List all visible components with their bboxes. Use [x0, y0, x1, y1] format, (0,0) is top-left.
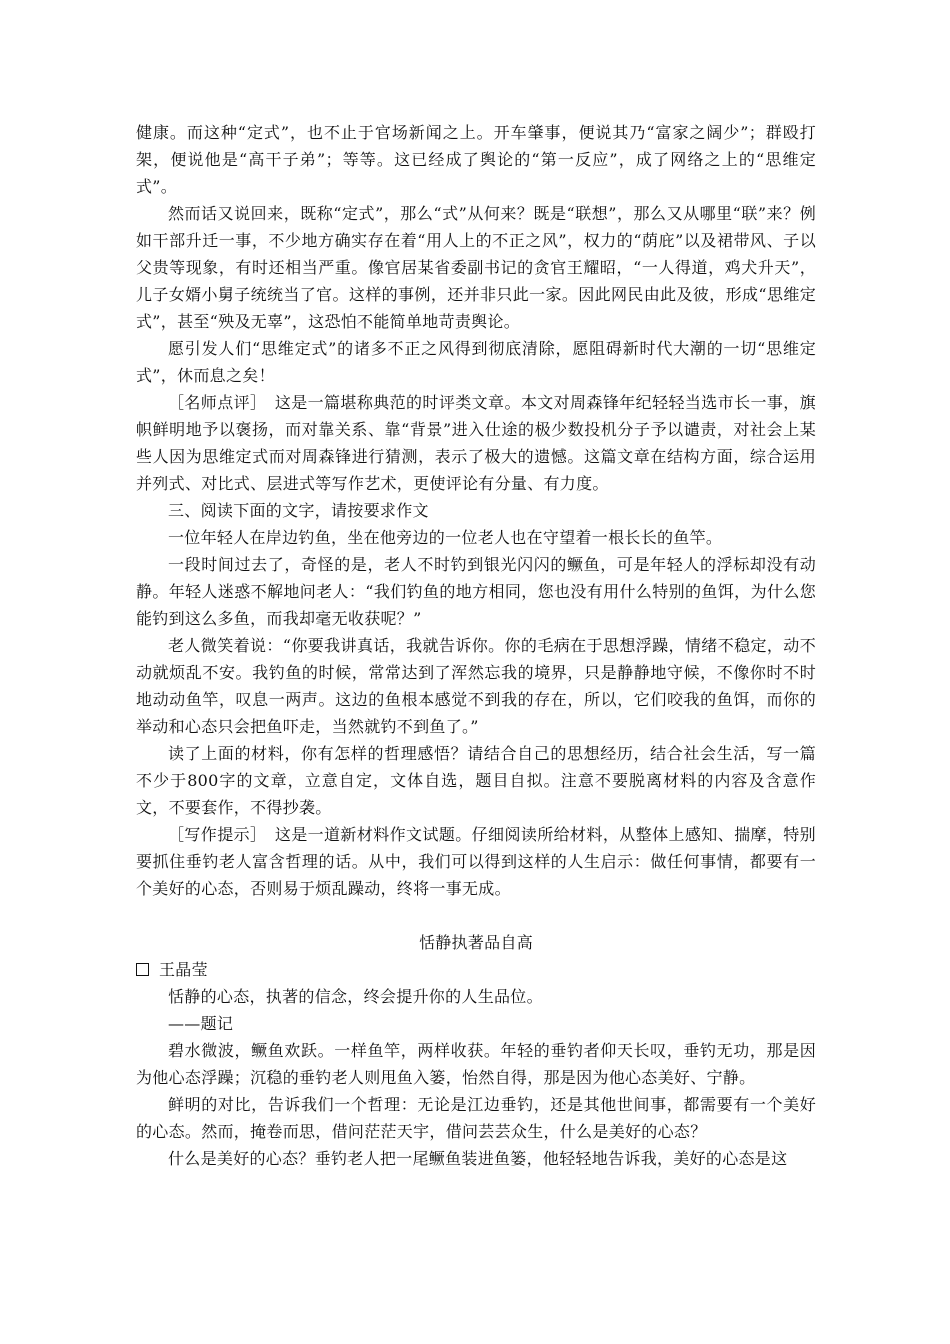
essay-paragraph: 什么是美好的心态？垂钓老人把一尾鳜鱼装进鱼篓，他轻轻地告诉我，美好的心态是这: [168, 1149, 788, 1168]
teacher-comment: ［名师点评］ 这是一篇堪称典范的时评类文章。本文对周森锋年纪轻轻当选市长一事，旗帜鲜明地予以褒扬，而对靠关系、靠“背景”进入仕途的极少数投机分子予以谴责，对社会上某些人因为思维定式而对周森锋进行猜测，表示了极大的遗憾。这篇文章在结构方面，综合运用并列式、对比式、层进式等写作艺术，更使评论有分量、有力度。: [136, 393, 816, 493]
essay-author-line: [136, 956, 816, 983]
checkbox-square-icon: [136, 963, 149, 976]
writing-prompt: 读了上面的材料，你有怎样的哲理感悟？请结合自己的思想经历，结合社会生活，写一篇不少于800字的文章，立意自定，文体自选，题目自拟。注意不要脱离材料的内容及含意作文，不要套作，不得抄袭。: [136, 744, 816, 817]
paragraph: 健康。而这种“定式”，也不止于官场新闻之上。开车肇事，便说其乃“富家之阔少”；群殴打架，便说他是“高干子弟”；等等。这已经成了舆论的“第一反应”，成了网络之上的“思维定式”。: [136, 123, 816, 196]
essay-title: 恬静执著品自高: [418, 933, 534, 952]
section-heading: 三、阅读下面的文字，请按要求作文: [168, 501, 429, 520]
essay-epigraph-source: ——题记: [168, 1014, 234, 1033]
paragraph: 一位年轻人在岸边钓鱼，坐在他旁边的一位老人也在守望着一根长长的鱼竿。: [168, 528, 723, 547]
essay-paragraph: 鲜明的对比，告诉我们一个哲理：无论是江边垂钓，还是其他世间事，都需要有一个美好的心态。然而，掩卷而思，借问茫茫天宇，借问芸芸众生，什么是美好的心态？: [136, 1095, 816, 1141]
paragraph: 然而话又说回来，既称“定式”，那么“式”从何来？既是“联想”，那么又从哪里“联”来？例如干部升迁一事，不少地方确实存在着“用人上的不正之风”，权力的“荫庇”以及裙带风、子以父贵等现象，有时还相当严重。像官居某省委副书记的贪官王耀昭，“一人得道，鸡犬升天”，儿子女婿小舅子统统当了官。这样的事例，还并非只此一家。因此网民由此及彼，形成“思维定式”，甚至“殃及无辜”，这恐怕不能简单地苛责舆论。: [136, 204, 816, 331]
essay-epigraph: 恬静的心态，执著的信念，终会提升你的人生品位。: [168, 987, 543, 1006]
paragraph: 愿引发人们“思维定式”的诸多不正之风得到彻底清除，愿阻碍新时代大潮的一切“思维定式”，休而息之矣！: [136, 339, 816, 385]
spacer: [136, 902, 816, 929]
writing-tip: ［写作提示］ 这是一道新材料作文试题。仔细阅读所给材料，从整体上感知、揣摩，特别要抓住垂钓老人富含哲理的话。从中，我们可以得到这样的人生启示：做任何事情，都要有一个美好的心态，否则易于烦乱躁动，终将一事无成。: [136, 825, 816, 898]
document-body: [136, 119, 816, 1172]
essay-paragraph: 碧水微波，鳜鱼欢跃。一样鱼竿，两样收获。年轻的垂钓者仰天长叹，垂钓无功，那是因为他心态浮躁；沉稳的垂钓老人则甩鱼入篓，怡然自得，那是因为他心态美好、宁静。: [136, 1041, 816, 1087]
paragraph: 老人微笑着说：“你要我讲真话，我就告诉你。你的毛病在于思想浮躁，情绪不稳定，动不动就烦乱不安。我钓鱼的时候，常常达到了浑然忘我的境界，只是静静地守候，不像你时不时地动动鱼竿，叹息一两声。这边的鱼根本感觉不到我的存在，所以，它们咬我的鱼饵，而你的举动和心态只会把鱼吓走，当然就钓不到鱼了。”: [136, 636, 816, 736]
paragraph: 一段时间过去了，奇怪的是，老人不时钓到银光闪闪的鳜鱼，可是年轻人的浮标却没有动静。年轻人迷惑不解地问老人：“我们钓鱼的地方相同，您也没有用什么特别的鱼饵，为什么您能钓到这么多鱼，而我却毫无收获呢？”: [136, 555, 816, 628]
essay-author: 王晶莹: [159, 960, 208, 979]
